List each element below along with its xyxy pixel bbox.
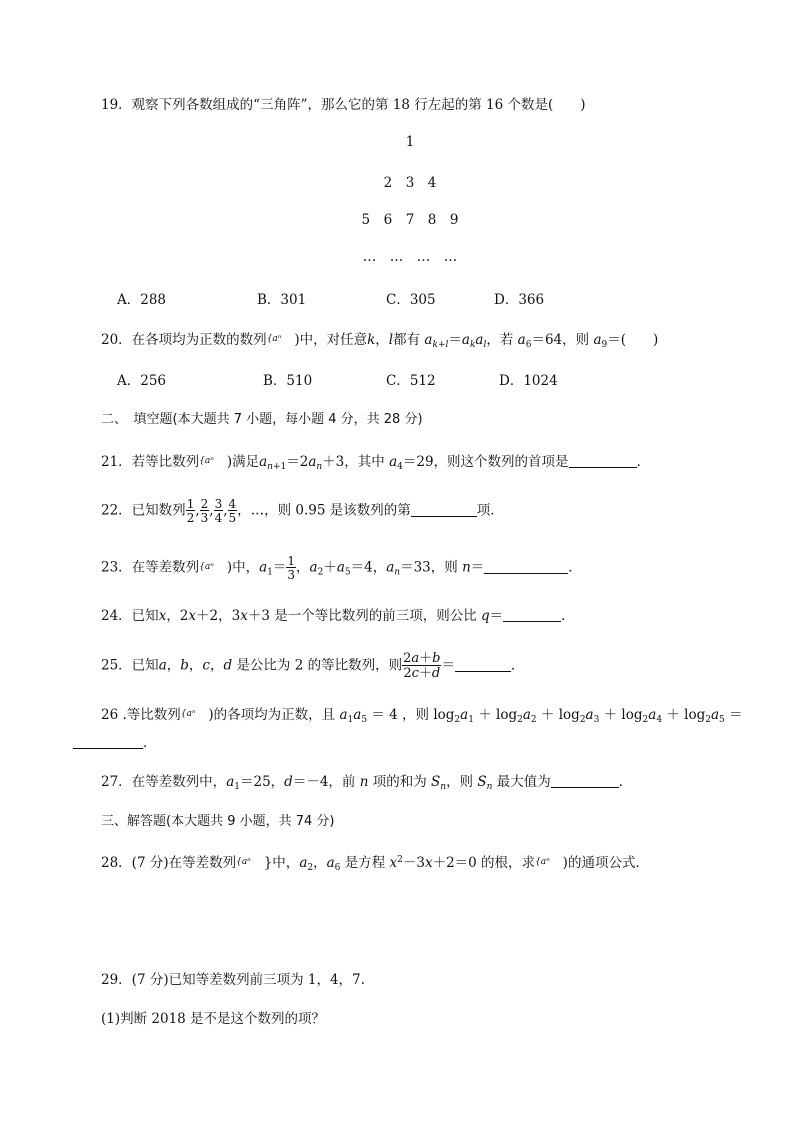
seq-symbol: {aⁿ bbox=[266, 334, 282, 344]
triangle-row-2: 2 3 4 bbox=[383, 175, 437, 191]
triangle-row-1: 1 bbox=[405, 134, 415, 150]
answer-blank[interactable] bbox=[73, 734, 143, 749]
q20-mid: )中，对任意 bbox=[294, 332, 368, 348]
answer-blank[interactable] bbox=[551, 773, 619, 788]
q28-stem: 28．(7 分)在等差数列{aⁿ }中，$a_2$，$a_6$ 是方程 $x^2-3x+2=0$ 的根，求{aⁿ )的通项公式． bbox=[101, 852, 649, 873]
q20-choice-b: B．510 bbox=[263, 373, 313, 389]
q26-lead: 26 .等比数列 bbox=[101, 707, 181, 723]
q25-stem: 25．已知a，b，c，d 是公比为 2 的等比数列，则 $\frac{2a+b}{2c+d}$ ＝ ． bbox=[101, 651, 525, 681]
q23-lead: 23．在等差数列 bbox=[101, 559, 200, 576]
q19-choice-b: B．301 bbox=[257, 292, 307, 308]
q19-choice-c: C．305 bbox=[386, 292, 436, 308]
triangle-row-4: … … … … bbox=[362, 249, 458, 265]
q26-mid: )的各项均为正数，且 bbox=[208, 707, 336, 723]
q20-choice-c: C．512 bbox=[386, 373, 436, 389]
seq-symbol: {aⁿ bbox=[535, 857, 550, 867]
q26-answer-line: ． bbox=[73, 733, 157, 753]
q22-mid: ，…，则 0.95 是该数列的第 bbox=[237, 502, 411, 519]
q20-stem: 20．在各项均为正数的数列{aⁿ )中，对任意k，l都有 $a_{k+l}=a_ka_l$，若 $a_6=64$，则 $a_9=$( ) bbox=[101, 329, 658, 350]
q19-choice-d: D．366 bbox=[494, 292, 545, 308]
section-2-heading: 二、 填空题(本大题共 7 小题，每小题 4 分，共 28 分) bbox=[101, 412, 423, 427]
q24-stem: 24．已知x，2x＋2，3x＋3 是一个等比数列的前三项，则公比 q＝ ． bbox=[101, 608, 575, 624]
q19-stem: 19．观察下列各数组成的“三角阵”，那么它的第 18 行左起的第 16 个数是( ) bbox=[101, 97, 586, 113]
q21-lead: 21．若等比数列 bbox=[101, 454, 200, 470]
q20-choice-d: D．1024 bbox=[499, 373, 558, 389]
q22-stem: 22．已知数列 $\frac{1}{2}$ , $\frac{2}{3}$ , $\frac{3}{4}$ , $\frac{4}{5}$ ，…，则 0.95 是该数列的第 项． bbox=[101, 497, 504, 525]
q25-lead: 25．已知 bbox=[101, 657, 159, 674]
answer-blank[interactable] bbox=[569, 453, 637, 468]
seq-symbol: {aⁿ bbox=[236, 857, 251, 867]
q23-stem: 23．在等差数列{aⁿ )中，$a_1=$ $\frac{1}{3}$ ，$a_2+a_5=4$，$a_n=33$，则 n＝ ． bbox=[101, 554, 582, 582]
q26-stem: 26 .等比数列{aⁿ )的各项均为正数，且 $a_1a_5 = 4$ ，则 $\log_2a_1 + \log_2a_2 + \log_2a_3 + \log_2a_4 + \log_2a_5$ ＝ bbox=[101, 704, 743, 725]
q27-lead: 27．在等差数列中， bbox=[101, 774, 227, 790]
q28-lead: 28．(7 分)在等差数列 bbox=[101, 855, 237, 871]
section-3-heading: 三、解答题(本大题共 9 小题，共 74 分) bbox=[101, 814, 335, 829]
seq-symbol: {aⁿ bbox=[199, 456, 214, 466]
answer-blank[interactable] bbox=[484, 559, 568, 574]
q19-choice-a: A．288 bbox=[117, 292, 167, 308]
q20-choice-a: A．256 bbox=[117, 373, 167, 389]
seq-symbol: {aⁿ bbox=[199, 561, 214, 572]
q29-part-1: (1)判断 2018 是不是这个数列的项？ bbox=[101, 1011, 326, 1027]
answer-blank[interactable] bbox=[411, 502, 477, 517]
answer-blank[interactable] bbox=[455, 657, 511, 672]
q29-stem: 29．(7 分)已知等差数列前三项为 1，4，7. bbox=[101, 972, 365, 988]
q23-mid: )中， bbox=[226, 559, 260, 576]
answer-blank[interactable] bbox=[503, 607, 561, 622]
q20-lead: 20．在各项均为正数的数列 bbox=[101, 332, 267, 348]
triangle-row-3: 5 6 7 8 9 bbox=[361, 212, 459, 228]
q21-stem: 21．若等比数列{aⁿ )满足$a_{n+1}=2a_n+3$，其中 $a_4=29$，则这个数列的首项是 ． bbox=[101, 451, 650, 472]
q22-tail: 项． bbox=[476, 502, 504, 519]
q21-mid: )满足 bbox=[226, 454, 260, 470]
q27-stem: 27．在等差数列中，$a_1=25$，d＝－4，前 n 项的和为 $S_n$，则 $S_n$ 最大值为 ． bbox=[101, 774, 633, 792]
seq-symbol: {aⁿ bbox=[180, 709, 196, 719]
q24-lead: 24．已知 bbox=[101, 608, 159, 624]
q22-lead: 22．已知数列 bbox=[101, 502, 186, 519]
